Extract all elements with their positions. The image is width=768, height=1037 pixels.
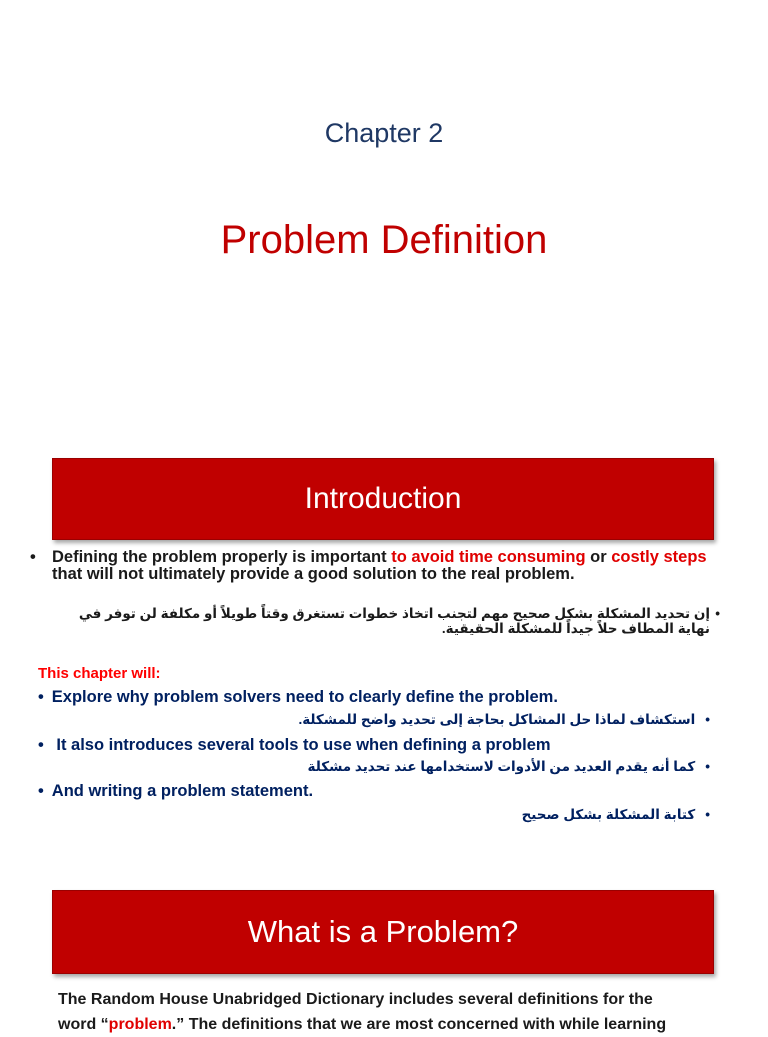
intro-text-part1: Defining the problem properly is important xyxy=(52,548,392,566)
will-item-3-arabic-text: كتابة المشكلة بشكل صحيح xyxy=(521,807,696,822)
definition-line-1: The Random House Unabridged Dictionary includes several definitions for the xyxy=(58,991,653,1008)
intro-bullet xyxy=(30,549,730,583)
chapter-label: Chapter 2 xyxy=(324,118,444,148)
will-item-3-text: And writing a problem statement. xyxy=(51,782,314,800)
bullet-marker: • xyxy=(38,782,44,800)
page-title: Problem Definition xyxy=(220,218,548,262)
intro-text-part3: that will not ultimately provide a good solution to the real problem. xyxy=(52,565,575,583)
will-item-1-arabic-text: استكشاف لماذا حل المشاكل بحاجة إلى تحديد واضح للمشكلة. xyxy=(298,712,696,727)
will-item-2-arabic xyxy=(90,759,710,775)
bullet-marker: • xyxy=(705,759,710,774)
definition-line-2-end: .” The definitions that we are most concerned with while learning xyxy=(171,1016,667,1033)
definition-line-2 xyxy=(58,1012,718,1037)
intro-arabic-bullet xyxy=(50,606,720,636)
will-item-2-arabic-text: كما أنه يقدم العديد من الأدوات لاستخدامها عند تحديد مشكلة xyxy=(307,759,696,774)
will-item-2-text: It also introduces several tools to use when defining a problem xyxy=(51,736,551,754)
will-item-3-arabic xyxy=(90,807,710,823)
will-item-2 xyxy=(38,736,718,755)
what-is-problem-banner xyxy=(52,890,714,974)
intro-text-part2: or xyxy=(585,548,612,566)
chapter-will-label: This chapter will: xyxy=(38,665,161,682)
intro-bullet-text xyxy=(30,549,730,583)
bullet-marker: • xyxy=(38,736,44,754)
introduction-banner xyxy=(52,458,714,540)
will-item-1-arabic xyxy=(90,712,710,728)
will-item-1-text: Explore why problem solvers need to clearly define the problem. xyxy=(51,688,558,706)
bullet-marker: • xyxy=(715,606,720,621)
will-item-3 xyxy=(38,782,718,801)
definition-line-2-start: word “ xyxy=(58,1016,109,1033)
bullet-marker: • xyxy=(38,688,44,706)
intro-highlight-time: to avoid time consuming xyxy=(391,548,586,566)
intro-highlight-costly: costly steps xyxy=(611,548,707,566)
bullet-marker: • xyxy=(705,712,710,727)
definition-word-problem: problem xyxy=(108,1016,172,1033)
introduction-heading: Introduction xyxy=(304,482,462,515)
bullet-marker: • xyxy=(30,548,36,566)
bullet-marker: • xyxy=(705,807,710,822)
what-is-problem-heading: What is a Problem? xyxy=(247,914,519,949)
will-item-1 xyxy=(38,688,718,707)
intro-arabic-text: إن تحديد المشكلة بشكل صحيح مهم لتجنب اتخاذ خطوات تستغرق وقتاً طويلاً أو مكلفة لن توفر في نهاية المطاف حلاً جيداً للمشكلة الحقيقية. xyxy=(78,606,710,636)
definition-paragraph xyxy=(58,987,718,1037)
